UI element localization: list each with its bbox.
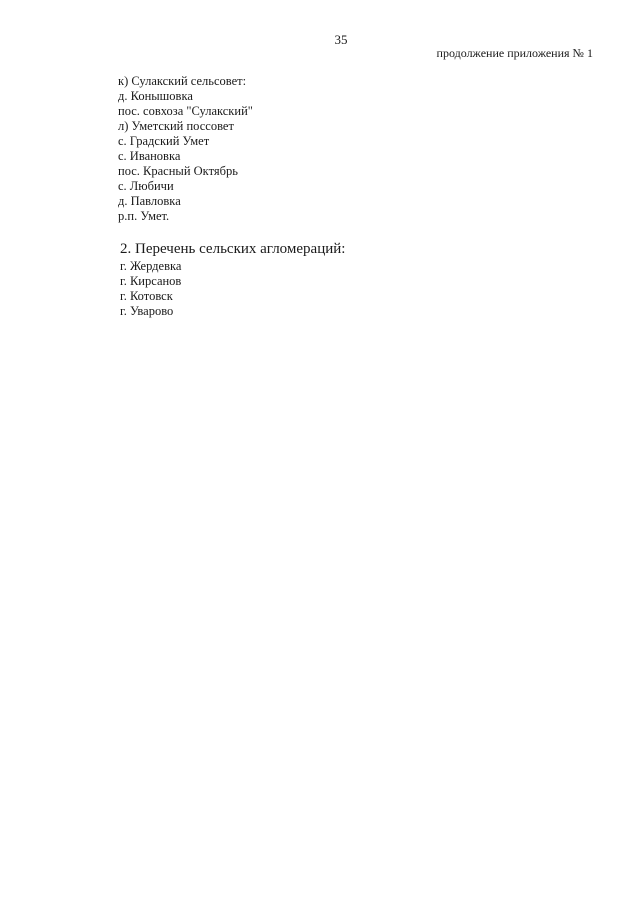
agglomeration-list-block bbox=[120, 259, 181, 319]
list-item: г. Жердевка bbox=[120, 259, 182, 273]
list-item: д. Павловка bbox=[118, 194, 181, 208]
list-item: с. Градский Умет bbox=[118, 134, 210, 148]
list-item: г. Кирсанов bbox=[120, 274, 182, 288]
list-item: р.п. Умет. bbox=[118, 209, 170, 223]
list-item: пос. совхоза "Сулакский" bbox=[118, 104, 253, 118]
page-number: 35 bbox=[334, 32, 348, 47]
appendix-continuation-note: продолжение приложения № 1 bbox=[436, 46, 593, 60]
list-item: с. Ивановка bbox=[118, 149, 181, 163]
list-item: пос. Красный Октябрь bbox=[118, 164, 238, 178]
list-item: г. Уварово bbox=[120, 304, 174, 318]
list-item: л) Уметский поссовет bbox=[118, 119, 234, 133]
section-heading: 2. Перечень сельских агломераций: bbox=[120, 241, 346, 257]
list-item: д. Конышовка bbox=[118, 89, 193, 103]
list-item: к) Сулакский сельсовет: bbox=[118, 74, 247, 88]
settlement-list-block bbox=[118, 74, 253, 224]
list-item: г. Котовск bbox=[120, 289, 173, 303]
list-item: с. Любичи bbox=[118, 179, 174, 193]
